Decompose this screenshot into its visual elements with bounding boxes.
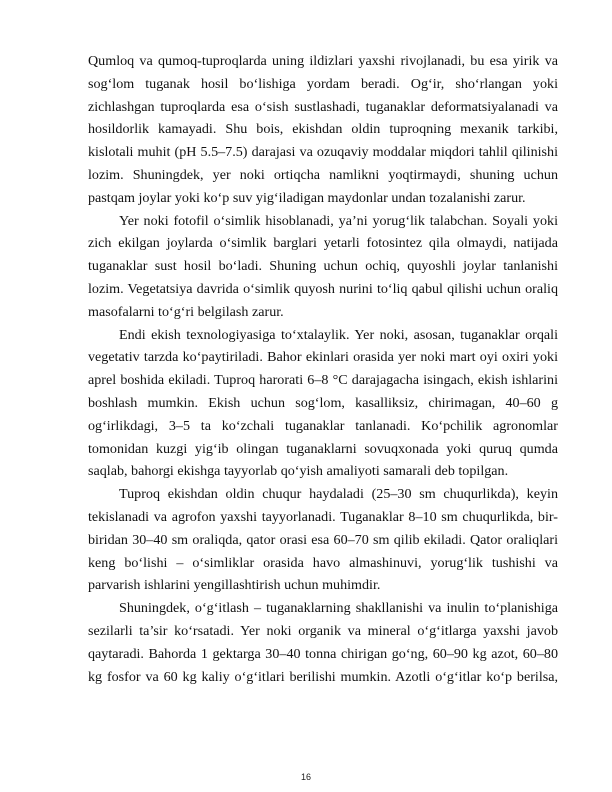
text-line: tekislanadi va agrofon yaxshi tayyorlanadi. Tuganaklar 8–10 sm chuqurlikda, bir- bbox=[88, 508, 558, 525]
text-line: kg fosfor va 60 kg kaliy o‘g‘itlari berilishi mumkin. Azotli o‘g‘itlar ko‘p berilsa, bbox=[88, 668, 558, 685]
text-line: biridan 30–40 sm oraliqda, qator orasi esa 60–70 sm qilib ekiladi. Qator oraliqlari bbox=[88, 531, 558, 548]
text-line: parvarish ishlarini yengillashtirish uchun muhimdir. bbox=[88, 577, 381, 594]
text-line: qaytaradi. Bahorda 1 gektarga 30–40 tonna chirigan go‘ng, 60–90 kg azot, 60–80 bbox=[88, 645, 558, 662]
body-text bbox=[88, 50, 558, 688]
text-line: tomonidan kuzgi yig‘ib olingan tuganaklarni sovuqxonada yoki quruq qumda bbox=[88, 440, 558, 457]
text-line: aprel boshida ekiladi. Tuproq harorati 6–8 °C darajagacha isingach, ekish ishlarini bbox=[88, 372, 558, 389]
text-line: Qumloq va qumoq-tuproqlarda uning ildizlari yaxshi rivojlanadi, bu esa yirik va bbox=[88, 53, 558, 69]
text-line: og‘irlikdagi, 3–5 ta ko‘zchali tuganaklar tanlanadi. Ko‘pchilik agronomlar bbox=[88, 417, 558, 434]
text-line: hosildorlik kamayadi. Shu bois, ekishdan oldin tuproqning mexanik tarkibi, bbox=[88, 121, 558, 138]
text-line: Tuproq ekishdan oldin chuqur haydaladi (25–30 sm chuqurlikda), keyin bbox=[119, 486, 558, 503]
text-line: lozim. Vegetatsiya davrida o‘simlik quyosh nurini to‘liq qabul qilishi uchun oraliq bbox=[88, 280, 558, 297]
text-line: tuganaklar sust hosil bo‘ladi. Shuning uchun ochiq, quyoshli joylar tanlanishi bbox=[88, 258, 558, 275]
text-line: vegetativ tarzda ko‘paytiriladi. Bahor ekinlari orasida yer noki mart oyi oxiri yoki bbox=[88, 349, 558, 366]
text-line: keng bo‘lishi – o‘simliklar orasida havo almashinuvi, yorug‘lik tushishi va bbox=[88, 554, 558, 571]
page-number: 16 bbox=[300, 772, 311, 782]
text-line: sezilarli ta’sir ko‘rsatadi. Yer noki organik va mineral o‘g‘itlarga yaxshi javob bbox=[88, 622, 558, 639]
text-line: Endi ekish texnologiyasiga to‘xtalaylik. Yer noki, asosan, tuganaklar orqali bbox=[119, 326, 558, 343]
text-line: Yer noki fotofil o‘simlik hisoblanadi, ya’ni yorug‘lik talabchan. Soyali yoki bbox=[119, 212, 558, 229]
text-line: saqlab, bahorgi ekishga tayyorlab qo‘yish amaliyoti samarali deb topilgan. bbox=[88, 463, 509, 480]
text-line: zichlashgan tuproqlarda esa o‘sish sustlashadi, tuganaklar deformatsiyalanadi va bbox=[88, 98, 558, 115]
text-line: boshlash mumkin. Ekish uchun sog‘lom, kasalliksiz, chirimagan, 40–60 g bbox=[88, 394, 558, 411]
text-line: kislotali muhit (pH 5.5–7.5) darajasi va ozuqaviy moddalar miqdori tahlil qilinishi bbox=[88, 144, 558, 161]
text-line: lozim. Shuningdek, yer noki ortiqcha namlikni yoqtirmaydi, shuning uchun bbox=[88, 166, 558, 183]
text-line: sog‘lom tuganak hosil bo‘lishiga yordam beradi. Og‘ir, sho‘rlangan yoki bbox=[88, 75, 558, 92]
text-line: Shuningdek, o‘g‘itlash – tuganaklarning shakllanishi va inulin to‘planishiga bbox=[119, 600, 558, 617]
text-line: masofalarni to‘g‘ri belgilash zarur. bbox=[88, 303, 284, 320]
text-line: pastqam joylar yoki ko‘p suv yig‘iladigan maydonlar undan tozalanishi zarur. bbox=[88, 189, 526, 206]
text-line: zich ekilgan joylarda o‘simlik barglari yetarli fotosintez qila olmaydi, natijada bbox=[88, 235, 558, 252]
